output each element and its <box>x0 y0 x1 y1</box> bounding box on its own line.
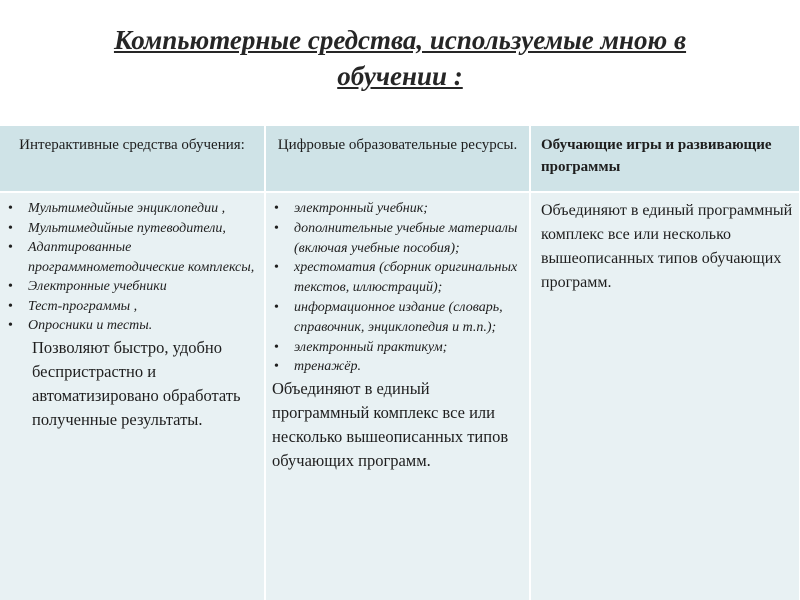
list-item: • тренажёр. <box>270 357 525 377</box>
cell-digital-resources <box>265 192 530 600</box>
list-item: • хрестоматия (сборник оригинальных текстов, иллюстраций); <box>274 260 518 296</box>
digital-resources-list <box>270 199 525 377</box>
list-item: • Опросники и тесты. <box>4 316 260 336</box>
table-header-row <box>0 126 800 192</box>
header-interactive-tools: Интерактивные средства обучения: <box>0 126 265 192</box>
bullet-icon: • <box>274 260 279 276</box>
bullet-icon: • <box>274 339 279 355</box>
list-item: • дополнительные учебные материалы (включая учебные пособия); <box>274 220 518 256</box>
bullet-icon: • <box>274 220 279 236</box>
interactive-tools-list <box>4 199 260 336</box>
table-body-row <box>0 192 800 600</box>
bullet-icon: • <box>8 279 13 294</box>
list-item: • информационное издание (словарь, справочник, энциклопедия и т.п.); <box>274 299 503 335</box>
header-educational-games: Обучающие игры и развивающие программы <box>530 126 800 192</box>
list-item: • Мультимедийные путеводители, <box>4 219 260 239</box>
bullet-icon: • <box>8 201 13 216</box>
bullet-icon: • <box>8 240 13 255</box>
list-item: • Мультимедийные энциклопедии , <box>4 199 260 219</box>
cell-educational-games <box>530 192 800 600</box>
cell-interactive-tools <box>0 192 265 600</box>
list-item: • электронный учебник; <box>270 199 525 219</box>
educational-games-note: Объединяют в единый программный комплекс все или несколько вышеописанных типов обучающих программ. <box>541 202 793 291</box>
interactive-tools-note: Позволяют быстро, удобно беспристрастно и автоматизировано обработать полученные результаты. <box>32 337 241 429</box>
list-item: • электронный практикум; <box>270 338 525 358</box>
bullet-icon: • <box>274 299 279 315</box>
tools-table <box>0 126 800 600</box>
bullet-icon: • <box>274 201 279 216</box>
bullet-icon: • <box>8 220 13 236</box>
header-digital-resources: Цифровые образовательные ресурсы. <box>265 126 530 192</box>
bullet-icon: • <box>274 359 279 375</box>
bullet-icon: • <box>8 318 13 333</box>
list-item: • Электронные учебники <box>4 277 260 297</box>
list-item: • Тест-программы , <box>4 297 260 317</box>
digital-resources-note: Объединяют в единый программный комплекс все или несколько вышеописанных типов обучающих программ. <box>272 379 509 471</box>
list-item: • Адаптированные программнометодические комплексы, <box>8 240 255 275</box>
bullet-icon: • <box>8 298 13 314</box>
page-title: Компьютерные средства, используемые мною в обучении : <box>113 25 687 91</box>
